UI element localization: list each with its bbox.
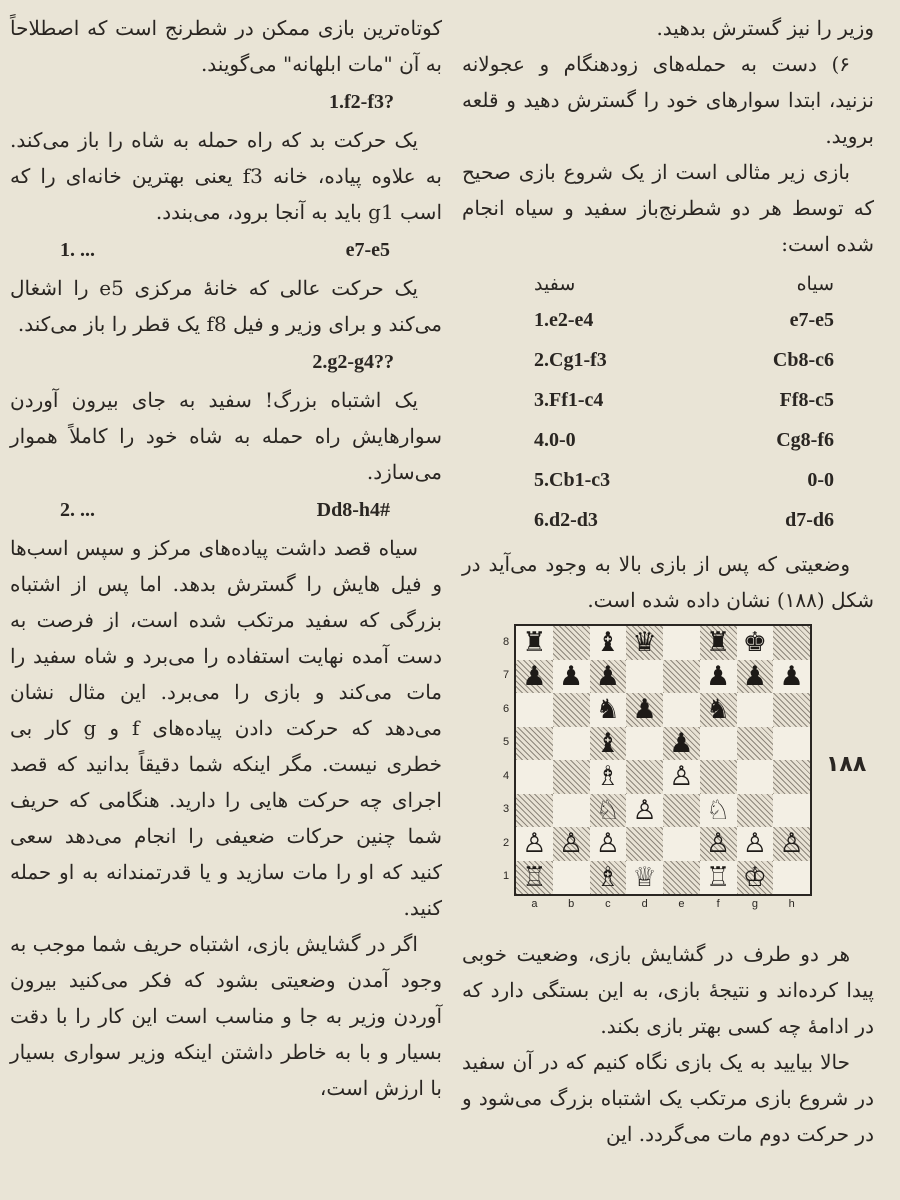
file-label: b bbox=[568, 898, 575, 910]
square-c3 bbox=[590, 794, 627, 828]
square-d7 bbox=[626, 660, 663, 694]
square-d4 bbox=[626, 760, 663, 794]
black-move: Ff8-c5 bbox=[779, 389, 834, 411]
right-para-5: هر دو طرف در گشایش بازی، وضعیت خوبی پیدا کرده‌اند و نتیجهٔ بازی، به این بستگی دارد که در ادامهٔ چه کسی بهتر بازی بکند. bbox=[462, 942, 874, 1038]
chess-piece-icon: ♝ bbox=[595, 727, 620, 759]
left-column bbox=[10, 10, 442, 1106]
square-g8 bbox=[737, 626, 774, 660]
square-e6 bbox=[663, 693, 700, 727]
rank-label: 6 bbox=[502, 702, 510, 715]
square-b2 bbox=[553, 827, 590, 861]
rank-label: 3 bbox=[502, 803, 510, 816]
chess-piece-icon: ♟ bbox=[522, 660, 547, 692]
square-g5 bbox=[737, 727, 774, 761]
rank-label: 1 bbox=[502, 870, 510, 883]
rank-label: 5 bbox=[502, 736, 510, 749]
square-a5 bbox=[516, 727, 553, 761]
square-e5 bbox=[663, 727, 700, 761]
chess-piece-icon: ♖ bbox=[706, 861, 731, 893]
chess-piece-icon: ♟ bbox=[706, 660, 731, 692]
black-move: Cg8-f6 bbox=[776, 429, 834, 451]
move-notation: 2.g2-g4?? bbox=[312, 351, 394, 373]
square-e8 bbox=[663, 626, 700, 660]
chess-piece-icon: ♜ bbox=[706, 627, 731, 659]
square-b8 bbox=[553, 626, 590, 660]
file-label: f bbox=[716, 898, 720, 910]
move-line bbox=[10, 342, 442, 382]
square-f4 bbox=[700, 760, 737, 794]
white-move: 4.0-0 bbox=[534, 429, 576, 451]
move-notation: Dd8-h4# bbox=[316, 499, 390, 521]
chess-piece-icon: ♟ bbox=[669, 727, 694, 759]
left-para-2: یک حرکت بد که راه حمله به شاه را باز می‌کند. به علاوه پیاده، خانه f3 یعنی بهترین خانه‌ای را که اسب g1 باید به آنجا برود، می‌بندد. bbox=[10, 128, 442, 224]
left-para-3: یک حرکت عالی که خانهٔ مرکزی e5 را اشغال می‌کند و برای وزیر و فیل f8 یک قطر را باز می‌کند. bbox=[10, 276, 442, 336]
square-b5 bbox=[553, 727, 590, 761]
white-move: 3.Ff1-c4 bbox=[534, 389, 604, 411]
square-g6 bbox=[737, 693, 774, 727]
square-a3 bbox=[516, 794, 553, 828]
chess-piece-icon: ♖ bbox=[522, 861, 547, 893]
header-white: سفید bbox=[534, 273, 576, 295]
chess-piece-icon: ♟ bbox=[559, 660, 584, 692]
square-d2 bbox=[626, 827, 663, 861]
square-b3 bbox=[553, 794, 590, 828]
right-column-lower bbox=[462, 936, 874, 1152]
square-h1 bbox=[773, 861, 810, 895]
chess-piece-icon: ♙ bbox=[742, 828, 767, 860]
chess-board bbox=[514, 624, 812, 896]
left-para-1: کوتاه‌ترین بازی ممکن در شطرنج است که اصطلاحاً به آن "مات ابلهانه" می‌گویند. bbox=[10, 16, 442, 76]
move-line bbox=[10, 230, 442, 270]
header-black: سیاه bbox=[796, 273, 834, 295]
chess-piece-icon: ♕ bbox=[632, 861, 657, 893]
square-h8 bbox=[773, 626, 810, 660]
square-d3 bbox=[626, 794, 663, 828]
white-move: 6.d2-d3 bbox=[534, 509, 598, 531]
square-f8 bbox=[700, 626, 737, 660]
square-a1 bbox=[516, 861, 553, 895]
chess-piece-icon: ♝ bbox=[595, 627, 620, 659]
square-f5 bbox=[700, 727, 737, 761]
square-d1 bbox=[626, 861, 663, 895]
chess-piece-icon: ♟ bbox=[632, 694, 657, 726]
square-a2 bbox=[516, 827, 553, 861]
square-f6 bbox=[700, 693, 737, 727]
chess-piece-icon: ♙ bbox=[779, 828, 804, 860]
chess-piece-icon: ♟ bbox=[779, 660, 804, 692]
chess-piece-icon: ♔ bbox=[742, 861, 767, 893]
move-line bbox=[10, 82, 442, 122]
square-a6 bbox=[516, 693, 553, 727]
square-e4 bbox=[663, 760, 700, 794]
chess-piece-icon: ♘ bbox=[706, 794, 731, 826]
chess-piece-icon: ♞ bbox=[595, 694, 620, 726]
right-para-2: ۶) دست به حمله‌های زودهنگام و عجولانه نزنید، ابتدا سوارهای خود را گسترش دهید و قلعه بروید. bbox=[462, 52, 874, 148]
square-f7 bbox=[700, 660, 737, 694]
chess-piece-icon: ♗ bbox=[595, 861, 620, 893]
square-b4 bbox=[553, 760, 590, 794]
square-d6 bbox=[626, 693, 663, 727]
square-c2 bbox=[590, 827, 627, 861]
right-para-1: وزیر را نیز گسترش بدهید. bbox=[656, 16, 874, 40]
move-line bbox=[10, 490, 442, 530]
square-a8 bbox=[516, 626, 553, 660]
square-c4 bbox=[590, 760, 627, 794]
chess-piece-icon: ♞ bbox=[706, 694, 731, 726]
right-column bbox=[462, 10, 874, 618]
left-para-6: اگر در گشایش بازی، اشتباه حریف شما موجب به وجود آمدن وضعیتی بشود که فکر می‌کنید بیرون آوردن وزیر به جا و مناسب است این کار را با دقت بسیار و با به خاطر داشتن اینکه وزیر سواری بسیار با ارزش است، bbox=[10, 932, 442, 1100]
rank-label: 7 bbox=[502, 669, 510, 682]
square-e2 bbox=[663, 827, 700, 861]
square-f3 bbox=[700, 794, 737, 828]
square-c7 bbox=[590, 660, 627, 694]
square-g1 bbox=[737, 861, 774, 895]
chess-piece-icon: ♚ bbox=[742, 627, 767, 659]
chess-piece-icon: ♗ bbox=[595, 761, 620, 793]
chess-piece-icon: ♙ bbox=[522, 828, 547, 860]
chess-piece-icon: ♜ bbox=[522, 627, 547, 659]
white-move: 5.Cb1-c3 bbox=[534, 469, 611, 491]
square-g3 bbox=[737, 794, 774, 828]
right-para-3: بازی زیر مثالی است از یک شروع بازی صحیح که توسط هر دو شطرنج‌باز سفید و سیاه انجام شده است: bbox=[462, 160, 874, 256]
chess-piece-icon: ♘ bbox=[595, 794, 620, 826]
square-b6 bbox=[553, 693, 590, 727]
square-a4 bbox=[516, 760, 553, 794]
square-b1 bbox=[553, 861, 590, 895]
rank-label: 2 bbox=[502, 836, 510, 849]
file-label: h bbox=[788, 898, 795, 910]
file-label: c bbox=[605, 898, 611, 910]
square-e7 bbox=[663, 660, 700, 694]
left-para-5: سیاه قصد داشت پیاده‌های مرکز و سپس اسب‌ها و فیل هایش را گسترش بدهد. اما پس از اشتباه بزرگی که سفید مرتکب شده است، از فرصت به دست آمده نهایت استفاده را می‌برد و شاه سفید را مات می‌کند و بازی را می‌برد. این مثال نشان می‌دهد که حرکت دادن پیاده‌های f و g کار بی خطری نیست. مگر اینکه شما دقیقاً بدانید که قصد اجرای چه حرکت هایی را دارید. هنگامی که حریف شما چنین حرکات ضعیفی را انجام می‌دهد سعی کنید که او را مات سازید و یا قدرتمندانه به او حمله کنید. bbox=[10, 536, 443, 920]
chess-piece-icon: ♟ bbox=[595, 660, 620, 692]
square-f1 bbox=[700, 861, 737, 895]
square-b7 bbox=[553, 660, 590, 694]
square-d5 bbox=[626, 727, 663, 761]
square-c5 bbox=[590, 727, 627, 761]
square-h6 bbox=[773, 693, 810, 727]
square-f2 bbox=[700, 827, 737, 861]
move-number: 1. ... bbox=[60, 239, 95, 261]
square-e3 bbox=[663, 794, 700, 828]
black-move: d7-d6 bbox=[785, 509, 834, 531]
square-h7 bbox=[773, 660, 810, 694]
figure-number: ۱۸۸ bbox=[826, 752, 867, 777]
square-e1 bbox=[663, 861, 700, 895]
square-a7 bbox=[516, 660, 553, 694]
square-g4 bbox=[737, 760, 774, 794]
right-para-4: وضعیتی که پس از بازی بالا به وجود می‌آید در شکل (۱۸۸) نشان داده شده است. bbox=[462, 552, 874, 612]
square-d8 bbox=[626, 626, 663, 660]
rank-label: 8 bbox=[502, 635, 510, 648]
rank-label: 4 bbox=[502, 769, 510, 782]
chess-piece-icon: ♙ bbox=[595, 828, 620, 860]
white-move: 1.e2-e4 bbox=[534, 309, 594, 331]
chess-piece-icon: ♛ bbox=[632, 627, 657, 659]
game-table bbox=[462, 266, 874, 546]
chess-piece-icon: ♙ bbox=[559, 828, 584, 860]
black-move: 0-0 bbox=[807, 469, 834, 491]
move-notation: 1.f2-f3? bbox=[329, 91, 394, 113]
square-h3 bbox=[773, 794, 810, 828]
chess-piece-icon: ♙ bbox=[669, 761, 694, 793]
black-move: e7-e5 bbox=[789, 309, 834, 331]
file-label: e bbox=[678, 898, 685, 910]
file-label: g bbox=[751, 898, 758, 910]
left-para-4: یک اشتباه بزرگ! سفید به جای بیرون آوردن سوارهایش راه حمله به شاه خود را کاملاً هموار می‌سازد. bbox=[10, 388, 442, 484]
file-label: d bbox=[641, 898, 648, 910]
chess-diagram bbox=[500, 620, 830, 920]
square-h2 bbox=[773, 827, 810, 861]
square-c8 bbox=[590, 626, 627, 660]
square-g7 bbox=[737, 660, 774, 694]
move-number: 2. ... bbox=[60, 499, 95, 521]
chess-piece-icon: ♙ bbox=[632, 794, 657, 826]
move-notation: e7-e5 bbox=[345, 239, 390, 261]
square-h4 bbox=[773, 760, 810, 794]
right-para-6: حالا بیایید به یک بازی نگاه کنیم که در آن سفید در شروع بازی مرتکب یک اشتباه بزرگ می‌شود و در حرکت دوم مات می‌گردد. این bbox=[462, 1050, 874, 1146]
file-label: a bbox=[531, 898, 538, 910]
white-move: 2.Cg1-f3 bbox=[534, 349, 607, 371]
black-move: Cb8-c6 bbox=[772, 349, 834, 371]
square-c1 bbox=[590, 861, 627, 895]
square-g2 bbox=[737, 827, 774, 861]
chess-piece-icon: ♙ bbox=[706, 828, 731, 860]
chess-piece-icon: ♟ bbox=[742, 660, 767, 692]
square-h5 bbox=[773, 727, 810, 761]
square-c6 bbox=[590, 693, 627, 727]
